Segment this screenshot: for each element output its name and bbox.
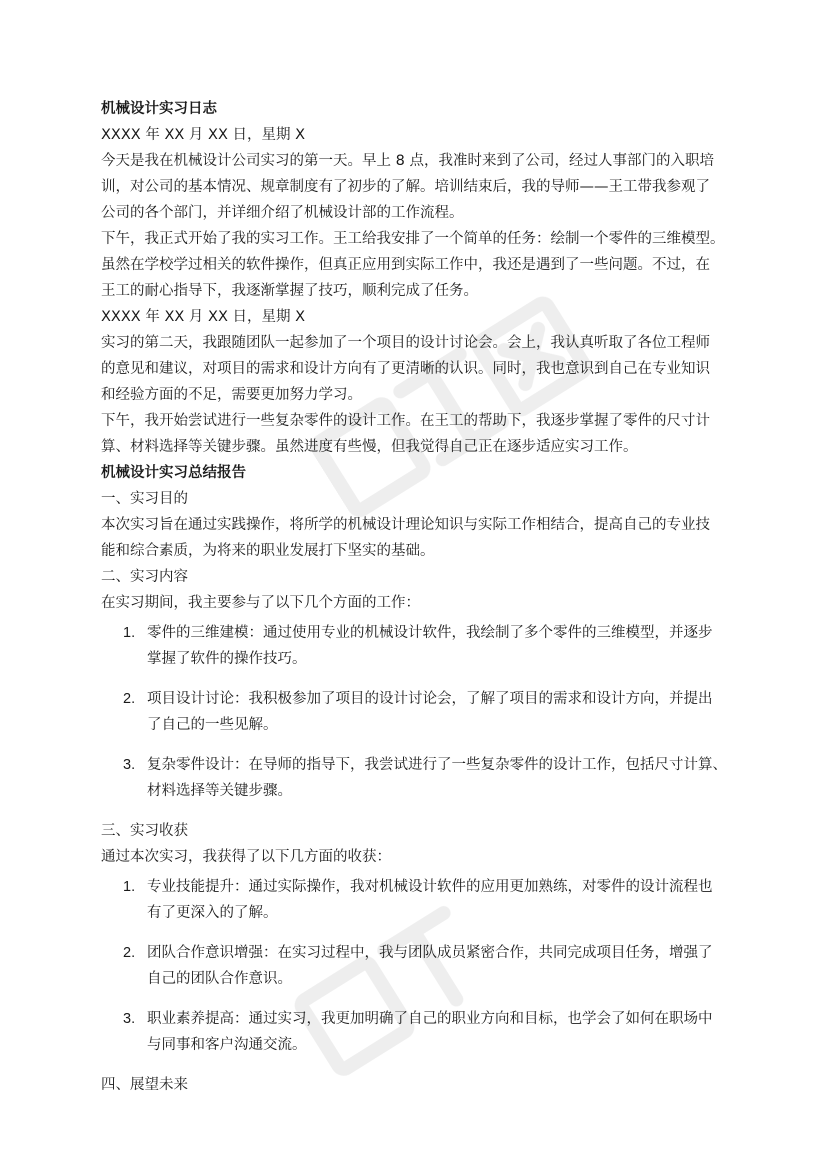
- section-heading: 四、展望未来: [101, 1077, 188, 1093]
- paragraph-line: 公司的各个部门，并详细介绍了机械设计部的工作流程。: [101, 205, 464, 221]
- list-item-line: 零件的三维建模：通过使用专业的机械设计软件，我绘制了多个零件的三维模型，并逐步: [147, 625, 713, 641]
- list-item-line: 了自己的一些见解。: [147, 717, 278, 733]
- report-title: 机械设计实习总结报告: [101, 465, 246, 481]
- list-item-line: 与同事和客户沟通交流。: [147, 1037, 307, 1053]
- section-heading: 二、实习内容: [101, 569, 188, 585]
- list-item-line: 自己的团队合作意识。: [147, 971, 292, 987]
- list-item-line: 职业素养提高：通过实习，我更加明确了自己的职业方向和目标，也学会了如何在职场中: [147, 1011, 713, 1027]
- list-number: 3.: [123, 757, 136, 773]
- paragraph-line: 训，对公司的基本情况、规章制度有了初步的了解。培训结束后，我的导师——王工带我参观了: [101, 179, 710, 195]
- diary-entry-1: [101, 122, 751, 304]
- list-number: 1.: [123, 879, 136, 895]
- numbered-list: [101, 874, 751, 1058]
- entry-date: XXXX 年 XX 月 XX 日，星期 X: [101, 309, 306, 325]
- list-item-line: 复杂零件设计：在导师的指导下，我尝试进行了一些复杂零件的设计工作，包括尺寸计算、: [147, 757, 727, 773]
- numbered-list: [101, 620, 751, 804]
- report-section-future: [101, 1072, 751, 1098]
- paragraph-line: 算、材料选择等关键步骤。虽然进度有些慢，但我觉得自己正在逐步适应实习工作。: [101, 439, 638, 455]
- paragraph-line: 本次实习旨在通过实践操作，将所学的机械设计理论知识与实际工作相结合，提高自己的专业技: [101, 517, 710, 533]
- paragraph-line: 虽然在学校学过相关的软件操作，但真正应用到实际工作中，我还是遇到了一些问题。不过，在: [101, 257, 710, 273]
- document-body: [101, 96, 751, 1098]
- section-intro: 通过本次实习，我获得了以下几方面的收获：: [101, 849, 391, 865]
- section-intro: 在实习期间，我主要参与了以下几个方面的工作：: [101, 595, 420, 611]
- list-item: [101, 620, 751, 672]
- paragraph-line: 王工的耐心指导下，我逐渐掌握了技巧，顺利完成了任务。: [101, 283, 478, 299]
- paragraph-line: 和经验方面的不足，需要更加努力学习。: [101, 387, 362, 403]
- list-item: [101, 752, 751, 804]
- list-number: 2.: [123, 945, 136, 961]
- list-item: [101, 874, 751, 926]
- list-item-line: 材料选择等关键步骤。: [147, 783, 292, 799]
- list-item: [101, 686, 751, 738]
- paragraph-line: 实习的第二天，我跟随团队一起参加了一个项目的设计讨论会。会上，我认真听取了各位工程师: [101, 335, 710, 351]
- report-section-purpose: [101, 486, 751, 564]
- section-heading: 三、实习收获: [101, 823, 188, 839]
- paragraph-line: 今天是我在机械设计公司实习的第一天。早上 8 点，我准时来到了公司，经过人事部门的入职培: [101, 153, 714, 169]
- entry-date: XXXX 年 XX 月 XX 日，星期 X: [101, 127, 306, 143]
- report-section-content: [101, 564, 751, 804]
- diary-title: 机械设计实习日志: [101, 101, 217, 117]
- paragraph-line: 下午，我正式开始了我的实习工作。王工给我安排了一个简单的任务：绘制一个零件的三维模型。: [101, 231, 725, 247]
- diary-entry-2: [101, 304, 751, 460]
- paragraph-line: 能和综合素质，为将来的职业发展打下坚实的基础。: [101, 543, 435, 559]
- paragraph-line: 的意见和建议，对项目的需求和设计方向有了更清晰的认识。同时，我也意识到自己在专业知识: [101, 361, 710, 377]
- list-item-line: 专业技能提升：通过实际操作，我对机械设计软件的应用更加熟练，对零件的设计流程也: [147, 879, 713, 895]
- list-item-line: 有了更深入的了解。: [147, 905, 278, 921]
- section-heading: 一、实习目的: [101, 491, 188, 507]
- list-item: [101, 940, 751, 992]
- list-number: 1.: [123, 625, 136, 641]
- report-section-gains: [101, 818, 751, 1058]
- list-item-line: 团队合作意识增强：在实习过程中，我与团队成员紧密合作，共同完成项目任务，增强了: [147, 945, 713, 961]
- list-item-line: 项目设计讨论：我积极参加了项目的设计讨论会，了解了项目的需求和设计方向，并提出: [147, 691, 713, 707]
- list-item-line: 掌握了软件的操作技巧。: [147, 651, 307, 667]
- list-item: [101, 1006, 751, 1058]
- list-number: 2.: [123, 691, 136, 707]
- list-number: 3.: [123, 1011, 136, 1027]
- paragraph-line: 下午，我开始尝试进行一些复杂零件的设计工作。在王工的帮助下，我逐步掌握了零件的尺寸计: [101, 413, 710, 429]
